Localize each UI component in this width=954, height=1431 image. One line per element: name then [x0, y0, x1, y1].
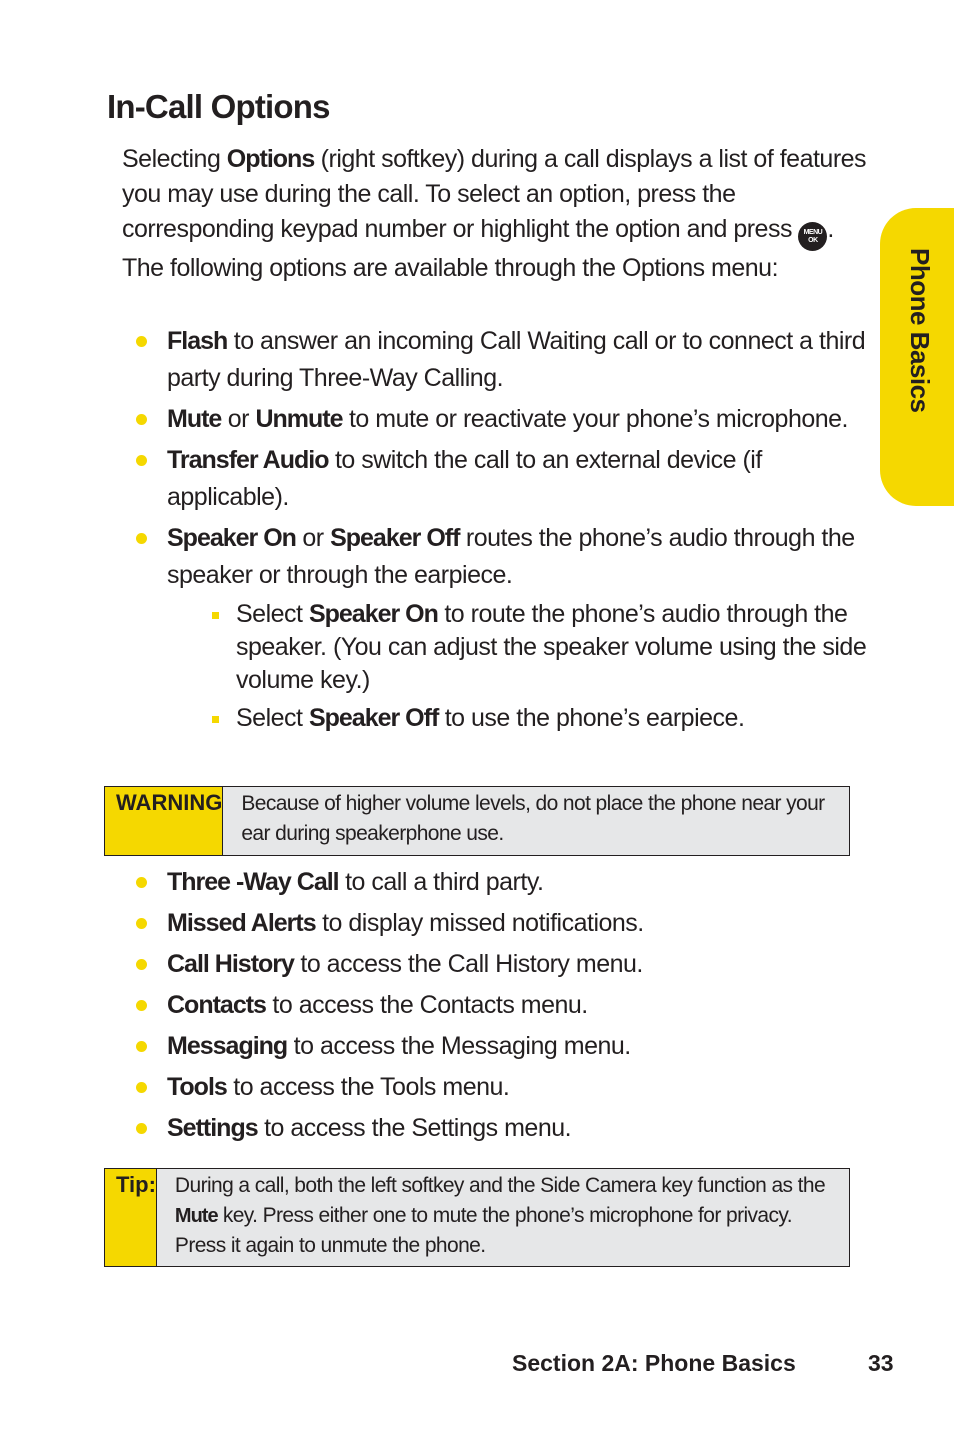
- option-name-alt: Speaker Off: [330, 524, 460, 552]
- bullet-icon: [136, 533, 147, 544]
- bullet-icon: [136, 918, 147, 929]
- warning-label: WARNING: [105, 787, 223, 855]
- bullet-icon: [136, 1082, 147, 1093]
- option-name: Call History: [167, 950, 294, 978]
- list-item: [132, 442, 872, 516]
- list-item: [132, 401, 872, 438]
- option-desc: routes the phone’s audio through the speaker or through the earpiece.: [167, 524, 855, 589]
- option-name: Three -Way Call: [167, 868, 339, 896]
- sub-item-name: Speaker On: [308, 600, 438, 628]
- list-item: [132, 1069, 872, 1106]
- sub-item-desc: to route the phone’s audio through the speaker. (You can adjust the speaker volume using the side volume key.): [236, 600, 867, 694]
- warning-box: [104, 786, 850, 856]
- option-name: Contacts: [167, 991, 266, 1019]
- option-desc: to display missed notifications.: [315, 909, 644, 937]
- key-icon-bottom-label: OK: [808, 237, 818, 244]
- list-item: [132, 1110, 872, 1147]
- option-desc: to mute or reactivate your phone’s microphone.: [342, 405, 849, 433]
- bullet-icon: [136, 1041, 147, 1052]
- option-desc: to switch the call to an external device (if applicable).: [167, 446, 762, 511]
- side-tab-label: Phone Basics: [905, 248, 935, 413]
- option-name-alt: Unmute: [255, 405, 343, 433]
- intro-paragraph: [122, 142, 867, 286]
- option-connector: or: [295, 524, 331, 552]
- tip-text-1: During a call, both the left softkey and the Side Camera key function as the: [174, 1174, 826, 1197]
- list-item: [132, 1028, 872, 1065]
- option-connector: or: [221, 405, 256, 433]
- option-name: Speaker On: [167, 524, 296, 552]
- tip-box: [104, 1168, 850, 1267]
- tip-mute-keyword: Mute: [174, 1205, 218, 1227]
- square-bullet-icon: [212, 612, 219, 619]
- sub-list-item: [202, 598, 872, 697]
- intro-text-2: (right softkey) during a call displays a list of features you may use during the call. To select an option, press the corresponding keypad number or highlight the option and press: [122, 145, 867, 243]
- square-bullet-icon: [212, 716, 219, 723]
- page-title: In-Call Options: [107, 88, 330, 125]
- option-desc: to answer an incoming Call Waiting call or to connect a third party during Three-Way Calling.: [167, 327, 866, 392]
- option-desc: to access the Messaging menu.: [287, 1032, 631, 1060]
- section-side-tab: [880, 208, 954, 506]
- list-item: [132, 987, 872, 1024]
- tip-text: [157, 1169, 849, 1266]
- tip-text-2: key. Press either one to mute the phone’s microphone for privacy. Press it again to unmute the phone.: [174, 1204, 792, 1257]
- bullet-icon: [136, 959, 147, 970]
- option-desc: to access the Tools menu.: [226, 1073, 510, 1101]
- option-name: Transfer Audio: [167, 446, 329, 474]
- option-desc: to access the Settings menu.: [257, 1114, 572, 1142]
- intro-text-3: . The following options are available through the Options menu:: [122, 215, 834, 282]
- option-name: Flash: [167, 327, 228, 355]
- options-list-continued: [132, 864, 872, 1151]
- option-name: Settings: [167, 1114, 258, 1142]
- option-name: Missed Alerts: [167, 909, 316, 937]
- warning-text: Because of higher volume levels, do not place the phone near your ear during speakerphone use.: [241, 792, 825, 845]
- bullet-icon: [136, 877, 147, 888]
- bullet-icon: [136, 455, 147, 466]
- options-keyword: Options: [226, 145, 315, 173]
- footer-section-title: Section 2A: Phone Basics: [512, 1350, 796, 1376]
- tip-label: Tip:: [105, 1169, 157, 1266]
- sub-item-name: Speaker Off: [308, 704, 439, 732]
- list-item: [132, 323, 872, 397]
- bullet-icon: [136, 414, 147, 425]
- option-desc: to call a third party.: [338, 868, 544, 896]
- option-desc: to access the Call History menu.: [293, 950, 643, 978]
- list-item: [132, 520, 872, 735]
- options-list: [132, 323, 872, 740]
- list-item: [132, 864, 872, 901]
- sub-item-desc: to use the phone’s earpiece.: [438, 704, 745, 732]
- intro-text-1: Selecting: [122, 145, 227, 173]
- menu-ok-key-icon: [798, 222, 827, 251]
- speaker-sub-list: [167, 598, 872, 735]
- page-number: 33: [868, 1350, 894, 1376]
- option-desc: to access the Contacts menu.: [265, 991, 588, 1019]
- option-name: Messaging: [167, 1032, 288, 1060]
- bullet-icon: [136, 1000, 147, 1011]
- bullet-icon: [136, 1123, 147, 1134]
- key-icon-top-label: MENU: [803, 229, 823, 236]
- sub-list-item: [202, 702, 872, 735]
- bullet-icon: [136, 336, 147, 347]
- list-item: [132, 905, 872, 942]
- option-name: Tools: [167, 1073, 227, 1101]
- option-name: Mute: [167, 405, 222, 433]
- sub-item-pre: Select: [236, 600, 309, 628]
- sub-item-pre: Select: [236, 704, 309, 732]
- list-item: [132, 946, 872, 983]
